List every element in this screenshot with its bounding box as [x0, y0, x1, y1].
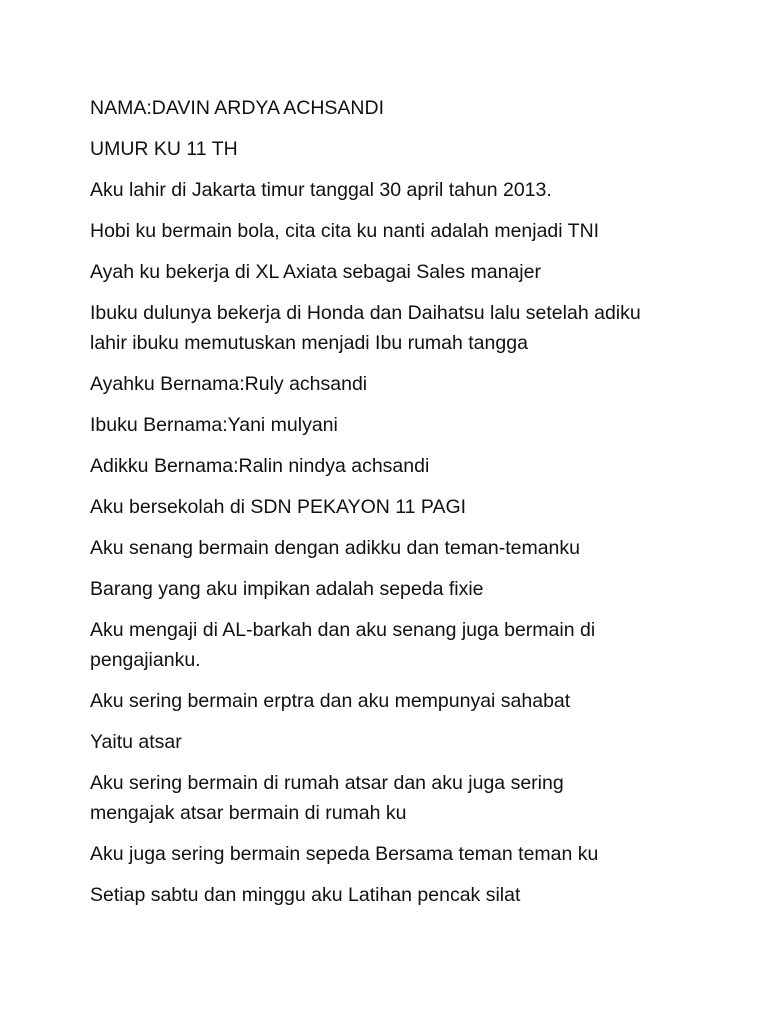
- father-name-paragraph: Ayahku Bernama:Ruly achsandi: [90, 373, 368, 395]
- age-line: UMUR KU 11 TH: [90, 138, 238, 160]
- father-job-paragraph: Ayah ku bekerja di XL Axiata sebagai Sales manajer: [90, 261, 541, 283]
- friend-paragraph: Aku sering bermain erptra dan aku mempunyai sahabat: [90, 690, 571, 712]
- cycling-paragraph: Aku juga sering bermain sepeda Bersama teman teman ku: [90, 843, 599, 865]
- dream-item-paragraph: Barang yang aku impikan adalah sepeda fixie: [90, 578, 484, 600]
- hobby-paragraph: Hobi ku bermain bola, cita cita ku nanti adalah menjadi TNI: [90, 220, 600, 242]
- school-paragraph: Aku bersekolah di SDN PEKAYON 11 PAGI: [90, 496, 467, 518]
- birth-paragraph: Aku lahir di Jakarta timur tanggal 30 april tahun 2013.: [90, 179, 552, 201]
- mother-job-paragraph: Ibuku dulunya bekerja di Honda dan Daihatsu lalu setelah adiku lahir ibuku memutuskan menjadi Ibu rumah tangga: [90, 302, 641, 354]
- document-body: [90, 93, 690, 921]
- name-line: NAMA:DAVIN ARDYA ACHSANDI: [90, 97, 385, 119]
- silat-paragraph: Setiap sabtu dan minggu aku Latihan pencak silat: [90, 884, 521, 906]
- friend-house-paragraph: Aku sering bermain di rumah atsar dan aku juga sering mengajak atsar bermain di rumah ku: [90, 772, 564, 824]
- sibling-name-paragraph: Adikku Bernama:Ralin nindya achsandi: [90, 455, 430, 477]
- quran-study-paragraph: Aku mengaji di AL-barkah dan aku senang juga bermain di pengajianku.: [90, 619, 596, 671]
- play-paragraph: Aku senang bermain dengan adikku dan teman-temanku: [90, 537, 580, 559]
- friend-name-paragraph: Yaitu atsar: [90, 731, 182, 753]
- mother-name-paragraph: Ibuku Bernama:Yani mulyani: [90, 414, 338, 436]
